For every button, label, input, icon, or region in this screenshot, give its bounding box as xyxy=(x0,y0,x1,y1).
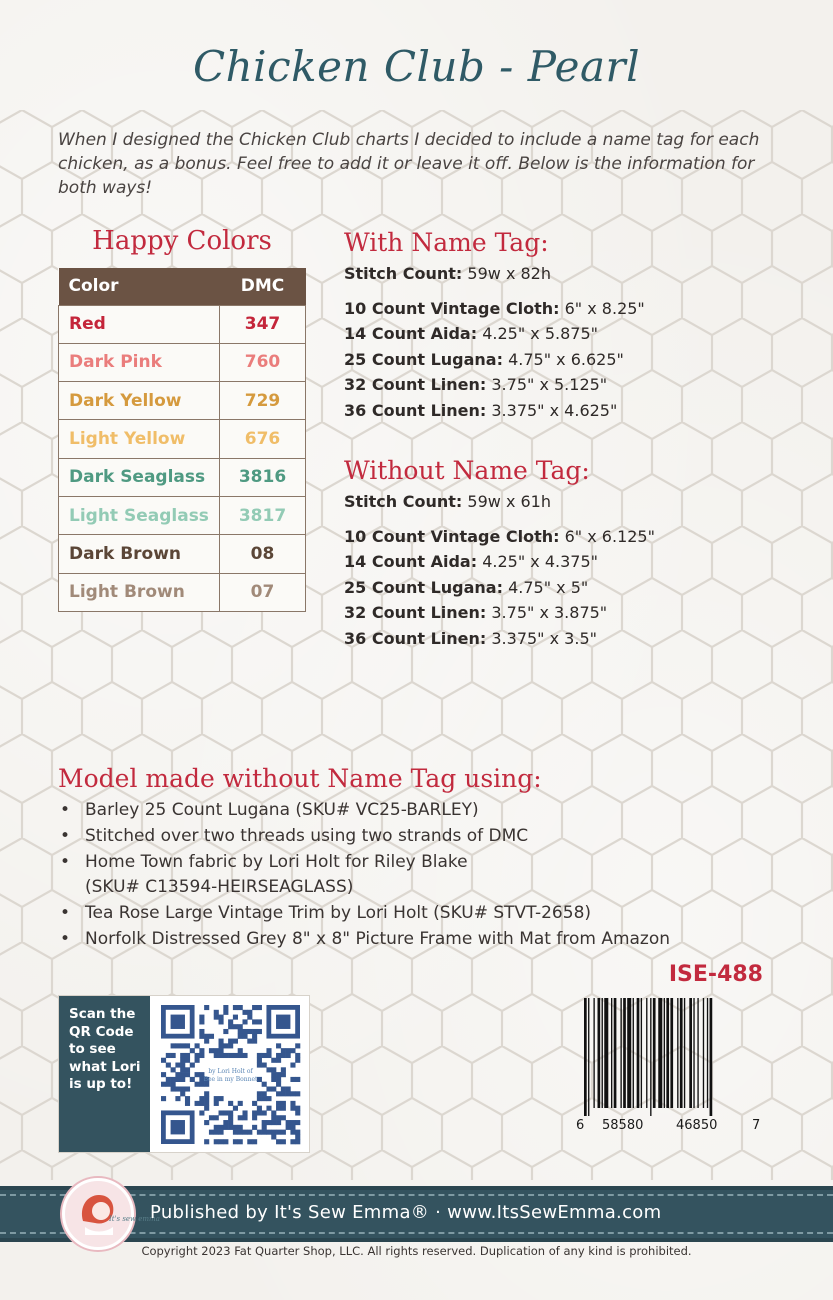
size-row xyxy=(344,398,645,424)
color-name: Red xyxy=(59,305,220,343)
barcode-digit-first: 6 xyxy=(576,1118,585,1133)
qr-code-box[interactable] xyxy=(58,995,310,1153)
color-row xyxy=(59,496,306,534)
finished-size-value: 3.375" x 4.625" xyxy=(491,400,618,420)
size-row xyxy=(344,321,645,347)
qr-caption-line: is up to! xyxy=(69,1076,133,1092)
fabric-count-label: 36 Count Linen: xyxy=(344,628,487,648)
dmc-number: 729 xyxy=(220,382,306,420)
color-key-table xyxy=(58,268,306,612)
color-name: Light Seaglass xyxy=(59,496,220,534)
finished-size-value: 4.25" x 4.375" xyxy=(482,552,598,571)
fabric-count-label: 14 Count Aida: xyxy=(344,552,478,571)
sku-code: ISE-488 xyxy=(668,962,763,987)
fabric-count-label: 36 Count Linen: xyxy=(344,400,487,420)
logo-icon xyxy=(65,1181,160,1247)
with-tag-sizes xyxy=(344,296,645,424)
qr-caption-line: to see xyxy=(69,1041,116,1057)
model-heading: Model made without Name Tag using: xyxy=(58,764,542,793)
without-name-tag-heading: Without Name Tag: xyxy=(344,456,590,485)
finished-size-value: 6" x 8.25" xyxy=(564,298,645,318)
with-name-tag-heading: With Name Tag: xyxy=(344,228,549,257)
model-list-item: • Barley 25 Count Lugana (SKU# VC25-BARLEY) xyxy=(58,798,798,824)
dmc-number: 3817 xyxy=(220,496,306,534)
dmc-number: 347 xyxy=(220,305,306,343)
color-table-header xyxy=(59,268,306,305)
barcode-digit-group-right: 46850 xyxy=(676,1118,718,1133)
finished-size-value: 3.75" x 5.125" xyxy=(491,375,608,394)
fabric-count-label: 32 Count Linen: xyxy=(344,603,487,622)
model-materials-list xyxy=(58,798,798,953)
with-tag-stitch-count xyxy=(344,261,645,287)
model-list-item: • Tea Rose Large Vintage Trim by Lori Holt (SKU# STVT-2658) xyxy=(58,901,798,927)
color-row xyxy=(59,343,306,381)
color-row xyxy=(59,535,306,573)
without-tag-sizes xyxy=(344,524,655,652)
without-name-tag-section xyxy=(344,456,655,651)
barcode-digit-last: 7 xyxy=(752,1118,761,1133)
qr-inner-label: Bee in my Bonnet xyxy=(203,1076,258,1083)
color-column-header: Color xyxy=(59,268,220,305)
barcode-digit-group-left: 58580 xyxy=(602,1118,644,1133)
qr-code-icon[interactable] xyxy=(161,1005,300,1144)
finished-size-value: 4.75" x 5" xyxy=(508,577,589,597)
color-name: Dark Pink xyxy=(59,343,220,381)
qr-inner-label: by Lori Holt of xyxy=(208,1068,253,1075)
size-row xyxy=(344,575,655,601)
dmc-number: 08 xyxy=(220,535,306,573)
color-row xyxy=(59,420,306,458)
size-row xyxy=(344,347,645,373)
finished-size-value: 4.75" x 6.625" xyxy=(508,349,624,369)
color-name: Dark Brown xyxy=(59,535,220,573)
copyright-text: Copyright 2023 Fat Quarter Shop, LLC. All rights reserved. Duplication of any kind is prohibited. xyxy=(141,1244,692,1258)
qr-caption-line: QR Code xyxy=(69,1023,134,1040)
model-list-item: (SKU# C13594-HEIRSEAGLASS) xyxy=(85,877,354,898)
logo-text: It's sew emma xyxy=(109,1215,160,1223)
intro-text: When I designed the Chicken Club charts I decided to include a name tag for each chicken, as a bonus. Feel free to add it or leave it off. Below is the information for both ways! xyxy=(58,130,760,198)
size-row xyxy=(344,372,645,398)
barcode-bars xyxy=(576,998,761,1116)
color-row xyxy=(59,458,306,496)
stitch-count-value: 59w x 61h xyxy=(467,492,551,511)
dmc-number: 760 xyxy=(220,343,306,381)
color-name: Dark Seaglass xyxy=(59,458,220,496)
fabric-count-label: 32 Count Linen: xyxy=(344,375,487,394)
dmc-number: 3816 xyxy=(220,458,306,496)
fabric-count-label: 25 Count Lugana: xyxy=(344,577,503,597)
size-row xyxy=(344,549,655,575)
dmc-number: 07 xyxy=(220,573,306,611)
color-row xyxy=(59,305,306,343)
finished-size-value: 6" x 6.125" xyxy=(564,526,655,546)
happy-colors-heading: Happy Colors xyxy=(92,226,272,256)
with-name-tag-section xyxy=(344,228,645,423)
stitch-count-label: Stitch Count: xyxy=(344,492,463,511)
fabric-count-label: 10 Count Vintage Cloth: xyxy=(344,526,560,546)
barcode xyxy=(576,998,761,1138)
fabric-count-label: 25 Count Lugana: xyxy=(344,349,503,369)
color-row xyxy=(59,573,306,611)
model-list-item: • Stitched over two threads using two strands of DMC xyxy=(58,824,798,850)
size-row xyxy=(344,524,655,550)
its-sew-emma-logo xyxy=(62,1178,160,1250)
stitch-count-label: Stitch Count: xyxy=(344,264,463,283)
size-row xyxy=(344,600,655,626)
color-name: Light Brown xyxy=(59,573,220,611)
fabric-count-label: 14 Count Aida: xyxy=(344,324,478,343)
dmc-column-header: DMC xyxy=(220,268,306,305)
dmc-number: 676 xyxy=(220,420,306,458)
stitch-count-value: 59w x 82h xyxy=(467,264,551,283)
color-name: Dark Yellow xyxy=(59,382,220,420)
finished-size-value: 3.375" x 3.5" xyxy=(491,628,597,648)
without-tag-stitch-count xyxy=(344,489,655,515)
page-title: Chicken Club - Pearl xyxy=(192,42,641,91)
size-row xyxy=(344,626,655,652)
color-row xyxy=(59,382,306,420)
model-list-item: • Norfolk Distressed Grey 8" x 8" Picture Frame with Mat from Amazon xyxy=(58,927,798,953)
finished-size-value: 3.75" x 3.875" xyxy=(491,603,608,622)
qr-caption-line: Scan the xyxy=(69,1006,136,1022)
finished-size-value: 4.25" x 5.875" xyxy=(482,324,598,343)
qr-caption-line: what Lori xyxy=(69,1058,141,1075)
qr-caption xyxy=(59,996,150,1152)
model-list-item: • Home Town fabric by Lori Holt for Riley Blake xyxy=(58,850,798,876)
publisher-text: Published by It's Sew Emma® · www.ItsSewEmma.com xyxy=(150,1202,662,1223)
fabric-count-label: 10 Count Vintage Cloth: xyxy=(344,298,560,318)
size-row xyxy=(344,296,645,322)
color-name: Light Yellow xyxy=(59,420,220,458)
